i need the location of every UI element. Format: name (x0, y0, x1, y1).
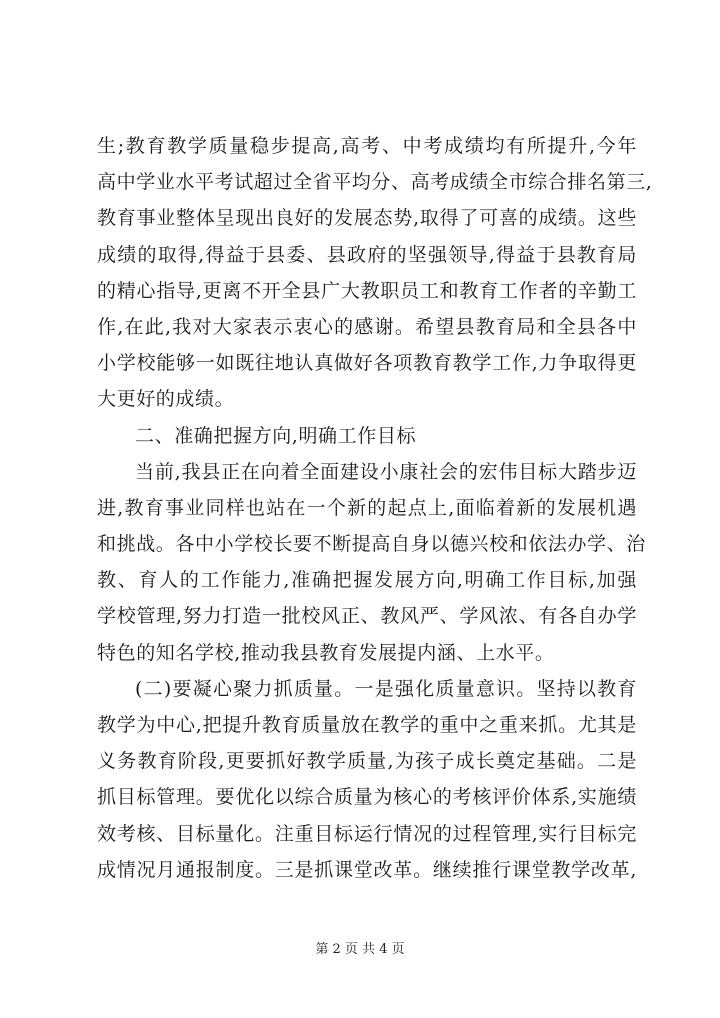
text-line: 作,在此,我对大家表示衷心的感谢。希望县教育局和全县各中 (97, 315, 637, 338)
text-line: 大更好的成绩。 (97, 388, 235, 411)
paragraph-1 (97, 128, 653, 418)
paragraph-2 (97, 454, 646, 671)
text-line: 进,教育事业同样也站在一个新的起点上,面临着新的发展机遇 (97, 496, 637, 519)
text-line: 生;教育教学质量稳步提高,高考、中考成绩均有所提升,今年 (97, 135, 637, 157)
text-line: 学校管理,努力打造一批校风正、教风严、学风浓、有各自办学 (97, 605, 637, 628)
document-body (97, 128, 653, 888)
text-line: 效考核、目标量化。注重目标运行情况的过程管理,实行目标完 (97, 822, 637, 845)
text-line: 和挑战。各中小学校长要不断提高自身以德兴校和依法办学、治 (97, 533, 646, 556)
text-line: 成情况月通报制度。三是抓课堂改革。继续推行课堂教学改革, (97, 858, 637, 881)
text-line: 小学校能够一如既往地认真做好各项教育教学工作,力争取得更 (97, 352, 637, 375)
text-line: 成绩的取得,得益于县委、县政府的坚强领导,得益于县教育局 (97, 243, 637, 266)
section-heading: 二、准确把握方向,明确工作目标 (135, 424, 417, 447)
page-number-footer: 第 2 页 共 4 页 (315, 942, 405, 957)
text-line: (二)要凝心聚力抓质量。一是强化质量意识。坚持以教育 (135, 677, 637, 700)
text-line: 教学为中心,把提升教育质量放在教学的重中之重来抓。尤其是 (97, 714, 637, 736)
text-line: 高中学业水平考试超过全省平均分、高考成绩全市综合排名第三, (97, 171, 653, 194)
text-line: 教育事业整体呈现出良好的发展态势,取得了可喜的成绩。这些 (97, 207, 637, 230)
text-line: 义务教育阶段,更要抓好教学质量,为孩子成长奠定基础。二是 (97, 750, 637, 773)
text-line: 抓目标管理。要优化以综合质量为核心的考核评价体系,实施绩 (97, 786, 637, 809)
text-line: 当前,我县正在向着全面建设小康社会的宏伟目标大踏步迈 (135, 460, 637, 483)
text-line: 特色的知名学校,推动我县教育发展提内涵、上水平。 (97, 641, 555, 664)
text-line: 教、育人的工作能力,准确把握发展方向,明确工作目标,加强 (97, 569, 637, 592)
text-line: 的精心指导,更离不开全县广大教职员工和教育工作者的辛勤工 (97, 279, 637, 302)
paragraph-3 (97, 671, 637, 888)
